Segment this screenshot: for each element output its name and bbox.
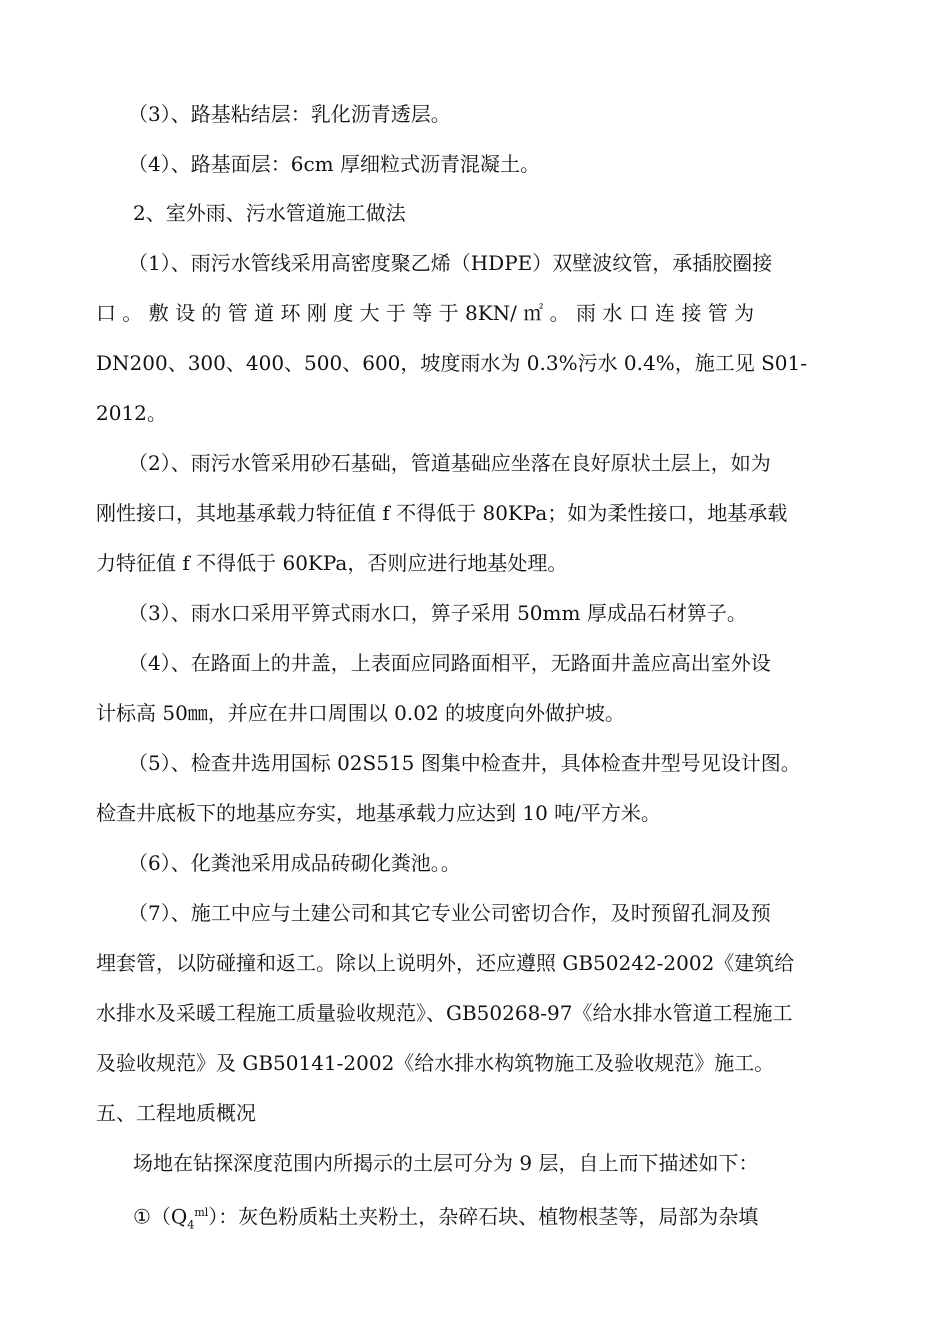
paragraph-line: （4）、路基面层：6cm 厚细粒式沥青混凝土。: [128, 152, 540, 176]
paragraph-line: （1）、雨污水管线采用高密度聚乙烯（HDPE）双壁波纹管，承插胶圈接: [128, 251, 773, 275]
paragraph-line: 刚性接口，其地基承载力特征值 f 不得低于 80KPa；如为柔性接口，地基承载: [96, 501, 788, 525]
paragraph-line: （3）、雨水口采用平箅式雨水口，箅子采用 50mm 厚成品石材箅子。: [128, 601, 747, 625]
paragraph-line: （5）、检查井选用国标 02S515 图集中检查井，具体检查井型号见设计图。: [128, 751, 801, 775]
paragraph-line: 计标高 50㎜，并应在井口周围以 0.02 的坡度向外做护坡。: [96, 701, 626, 725]
layer-subscript: 4: [187, 1218, 195, 1232]
section-heading: 2、室外雨、污水管道施工做法: [133, 201, 406, 225]
paragraph-line: （6）、化粪池采用成品砖砌化粪池。。: [128, 851, 461, 875]
paragraph-line: 埋套管，以防碰撞和返工。除以上说明外，还应遵照 GB50242-2002《建筑给: [96, 951, 795, 975]
layer-description: ）：灰色粉质粘土夹粉土，杂碎石块、植物根茎等，局部为杂填: [208, 1204, 759, 1229]
paragraph-line: DN200、300、400、500、600，坡度雨水为 0.3%污水 0.4%，施工见 S01-: [96, 351, 808, 375]
section-heading: 五、工程地质概况: [96, 1101, 256, 1125]
paragraph-line: （4）、在路面上的井盖，上表面应同路面相平，无路面井盖应高出室外设: [128, 651, 771, 675]
paragraph-line: 水排水及采暖工程施工质量验收规范》、GB50268-97《给水排水管道工程施工: [96, 1001, 793, 1025]
paragraph-line: （7）、施工中应与土建公司和其它专业公司密切合作，及时预留孔洞及预: [128, 901, 771, 925]
paragraph-line: （3）、路基粘结层：乳化沥青透层。: [128, 102, 451, 126]
paragraph-line: 2012。: [96, 401, 167, 425]
layer-label: ①（Q: [133, 1204, 188, 1229]
paragraph-line: 口 。 敷 设 的 管 道 环 刚 度 大 于 等 于 8KN/ ㎡ 。 雨 水 口 连 接 管 为: [96, 301, 755, 325]
layer-superscript: ml: [194, 1206, 209, 1219]
paragraph-line: [133, 1199, 893, 1240]
paragraph-line: 及验收规范》及 GB50141-2002《给水排水构筑物施工及验收规范》施工。: [96, 1051, 775, 1075]
paragraph-line: 场地在钻探深度范围内所揭示的土层可分为 9 层，自上而下描述如下：: [133, 1151, 759, 1175]
paragraph-line: 检查井底板下的地基应夯实，地基承载力应达到 10 吨/平方米。: [96, 801, 661, 825]
paragraph-line: 力特征值 f 不得低于 60KPa，否则应进行地基处理。: [96, 551, 568, 575]
paragraph-line: （2）、雨污水管采用砂石基础，管道基础应坐落在良好原状土层上，如为: [128, 451, 771, 475]
